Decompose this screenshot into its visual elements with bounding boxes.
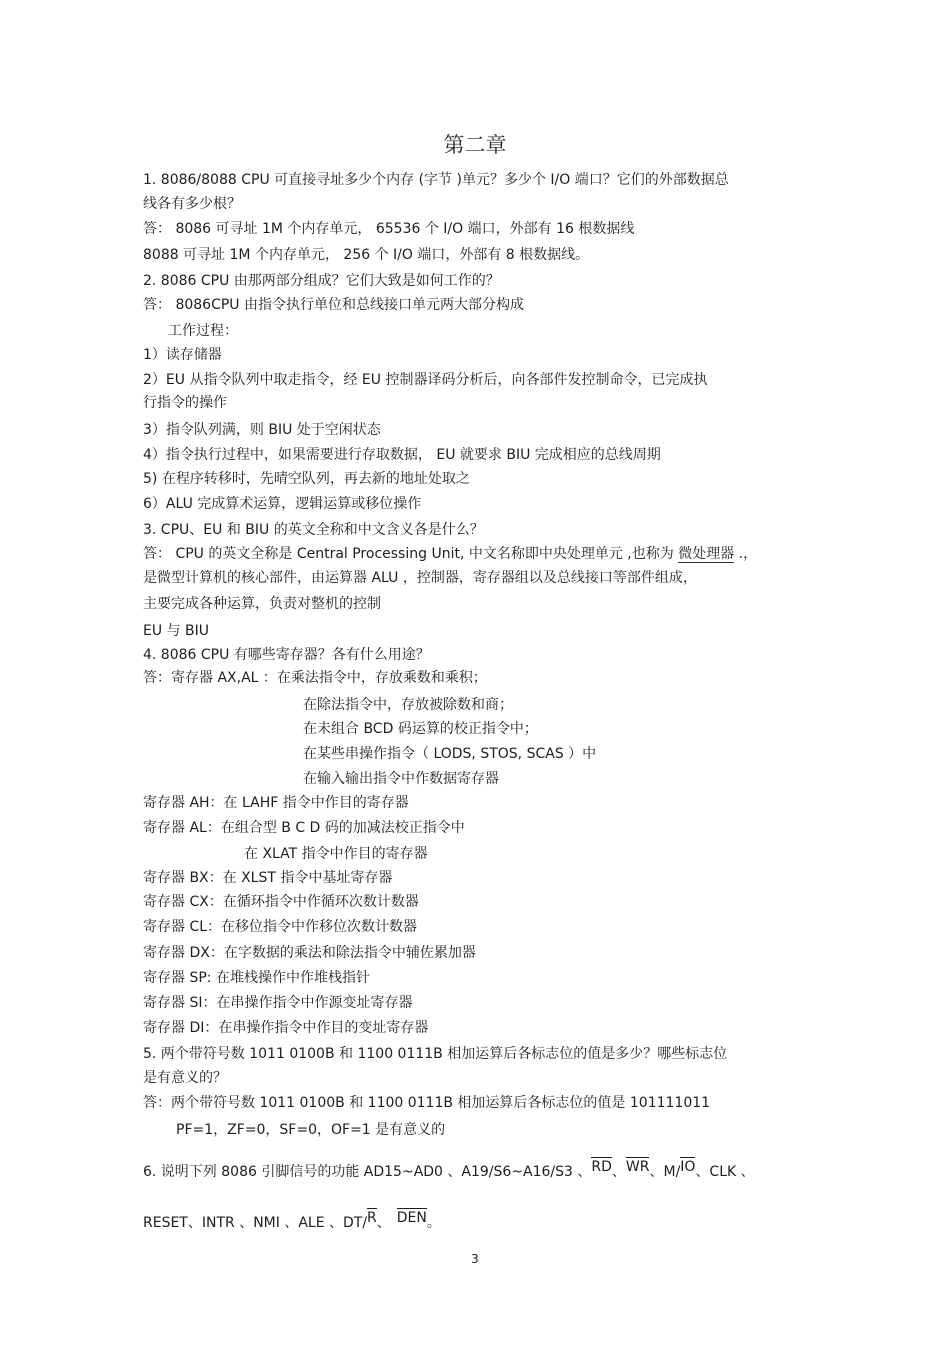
a1-line2: 8088 可寻址 1M 个内存单元， 256 个 I/O 端口，外部有 8 根数据线。 xyxy=(143,247,590,263)
sep-2: 、 xyxy=(376,1215,391,1231)
reg-si: 寄存器 SI：在串操作指令中作源变址寄存器 xyxy=(143,995,413,1011)
reg-sp: 寄存器 SP: 在堆栈操作中作堆栈指针 xyxy=(143,970,370,986)
q6-line1 xyxy=(143,1159,755,1181)
reg-di: 寄存器 DI：在串操作指令中作目的变址寄存器 xyxy=(143,1020,429,1036)
io-signal: IO xyxy=(680,1159,696,1175)
step-4: 4）指令执行过程中，如果需要进行存取数据， EU 就要求 BIU 完成相应的总线周期 xyxy=(143,447,661,463)
a2-line: 答： 8086CPU 由指令执行单位和总线接口单元两大部分构成 xyxy=(143,297,524,313)
a5-line2: PF=1，ZF=0，SF=0，OF=1 是有意义的 xyxy=(176,1122,446,1138)
step-3: 3）指令队列满，则 BIU 处于空闲状态 xyxy=(143,422,381,438)
reg-ah: 寄存器 AH：在 LAHF 指令中作目的寄存器 xyxy=(143,795,409,811)
rd-signal: RD xyxy=(591,1159,612,1175)
reg-cl: 寄存器 CL：在移位指令中作移位次数计数器 xyxy=(143,919,418,935)
q5-line2: 是有意义的？ xyxy=(143,1070,227,1086)
a5-line1: 答：两个带符号数 1011 0100B 和 1100 0111B 相加运算后各标志位的值是 101111011 xyxy=(143,1095,711,1111)
chapter-title: 第二章 xyxy=(443,133,507,157)
step-6: 6）ALU 完成算术运算，逻辑运算或移位操作 xyxy=(143,496,422,512)
a3-line2: 是微型计算机的核心部件，由运算器 ALU ，控制器，寄存器组以及总线接口等部件组成， xyxy=(143,570,697,586)
q6-line1-tail: 、CLK 、 xyxy=(695,1164,755,1180)
a4-ax-line1: 答：寄存器 AX,AL ：在乘法指令中，存放乘数和乘积； xyxy=(143,670,487,686)
a3-line1 xyxy=(143,545,757,563)
microprocessor-link[interactable]: 微处理器 xyxy=(678,546,735,562)
q2-line: 2. 8086 CPU 由那两部分组成？它们大致是如何工作的？ xyxy=(143,273,500,289)
q1-line1: 1. 8086/8088 CPU 可直接寻址多少个内存 (字节 )单元？多少个 I/O 端口？它们的外部数据总 xyxy=(143,172,729,188)
wr-signal: WR xyxy=(625,1159,650,1175)
a4-ax-line3: 在未组合 BCD 码运算的校正指令中； xyxy=(303,721,538,737)
work-process-label: 工作过程： xyxy=(168,323,238,339)
q6-line2-tail: 。 xyxy=(426,1215,441,1231)
a3-line3: 主要完成各种运算，负责对整机的控制 xyxy=(143,596,381,612)
a3-line1-text: 答： CPU 的英文全称是 Central Processing Unit, 中文名称即中央处理单元 ,也称为 xyxy=(143,546,679,562)
reg-al-line1: 寄存器 AL：在组合型 B C D 码的加减法校正指令中 xyxy=(143,820,465,836)
a1-line1: 答： 8086 可寻址 1M 个内存单元， 65536 个 I/O 端口，外部有 16 根数据线 xyxy=(143,221,635,237)
q6-line2-text: RESET、INTR 、NMI 、ALE 、DT/ xyxy=(143,1215,368,1231)
step-2-line1: 2）EU 从指令队列中取走指令，经 EU 控制器译码分析后，向各部件发控制命令，已完成执 xyxy=(143,372,708,388)
m-io-prefix: 、M/ xyxy=(649,1164,681,1180)
reg-cx: 寄存器 CX：在循环指令中作循环次数计数器 xyxy=(143,894,419,910)
step-1: 1）读存储器 xyxy=(143,347,222,363)
q6-line2 xyxy=(143,1210,441,1232)
a3-line1-tail: .， xyxy=(734,546,758,562)
step-2-line2: 行指令的操作 xyxy=(143,395,227,411)
reg-bx: 寄存器 BX：在 XLST 指令中基址寄存器 xyxy=(143,870,393,886)
q4-line: 4. 8086 CPU 有哪些寄存器？各有什么用途？ xyxy=(143,647,430,663)
a4-ax-line4: 在某些串操作指令（ LODS, STOS, SCAS ）中 xyxy=(303,746,597,762)
q3-line: 3. CPU、EU 和 BIU 的英文全称和中文含义各是什么？ xyxy=(143,522,484,538)
den-signal: DEN xyxy=(396,1210,427,1226)
page-number: 3 xyxy=(471,1252,479,1266)
sep-1: 、 xyxy=(611,1164,626,1180)
reg-dx: 寄存器 DX：在字数据的乘法和除法指令中辅佐累加器 xyxy=(143,945,476,961)
a4-ax-line2: 在除法指令中，存放被除数和商； xyxy=(303,697,513,713)
q5-line1: 5. 两个带符号数 1011 0100B 和 1100 0111B 相加运算后各标志位的值是多少？哪些标志位 xyxy=(143,1046,728,1062)
step-5: 5) 在程序转移时，先晴空队列，再去新的地址处取之 xyxy=(143,471,470,487)
reg-al-line2: 在 XLAT 指令中作目的寄存器 xyxy=(244,846,428,862)
a3-line4: EU 与 BIU xyxy=(143,623,209,639)
r-signal: R xyxy=(367,1210,377,1226)
q1-line2: 线各有多少根？ xyxy=(143,196,241,212)
a4-ax-line5: 在输入输出指令中作数据寄存器 xyxy=(303,771,499,787)
q6-line1-text: 6. 说明下列 8086 引脚信号的功能 AD15~AD0 、A19/S6~A16/S3 、 xyxy=(143,1164,592,1180)
